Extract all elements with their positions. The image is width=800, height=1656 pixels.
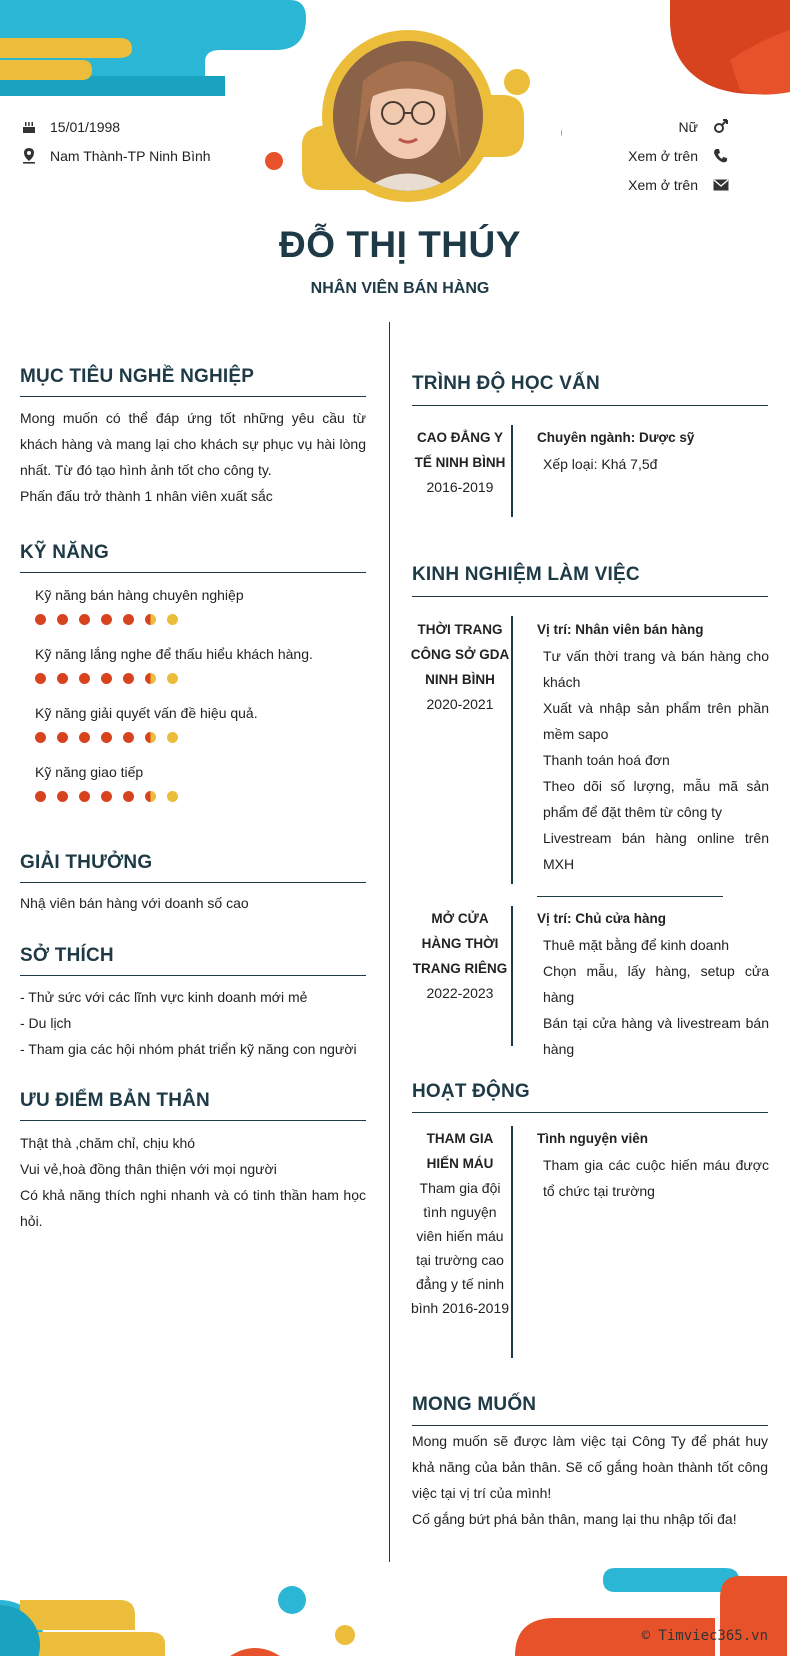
job-task: Thuê mặt bằng để kinh doanh	[543, 937, 730, 953]
wish-line: Cố gắng bứt phá bản thân, mang lại thu nhập tối đa!	[412, 1511, 737, 1527]
rating-dot	[35, 791, 46, 802]
wishes-underline	[412, 1425, 768, 1426]
job-position: Vị trí: Nhân viên bán hàng	[537, 622, 704, 637]
education-timeline-bar	[511, 425, 513, 517]
decor-top-right	[670, 0, 800, 100]
objective-line: Mong muốn có thể đáp ứng tốt những yêu cầu từ khách hàng và mang lại cho khách sự phục vụ hài lòng nhất. Từ đó tạo hình ảnh tốt cho công ty.	[20, 410, 366, 478]
rating-dot	[167, 732, 178, 743]
gender-icon	[712, 118, 730, 136]
activity-role: Tình nguyện viên	[537, 1131, 649, 1146]
hobby-item: - Thử sức với các lĩnh vực kinh doanh mới mẻ	[20, 989, 308, 1005]
wish-line: Mong muốn sẽ được làm việc tại Công Ty để phát huy khả năng của bản thân. Sẽ cố gắng hoàn thành tốt công việc tại vị trí của mình!	[412, 1433, 768, 1501]
rating-dot	[145, 614, 156, 625]
rating-dot	[101, 614, 112, 625]
contact-address	[20, 147, 211, 165]
hobbies-title: SỞ THÍCH	[20, 945, 114, 966]
rating-dot	[35, 614, 46, 625]
job-timeline-bar	[511, 616, 513, 884]
education-grade: Xếp loại: Khá 7,5đ	[543, 456, 658, 472]
skill-label: Kỹ năng bán hàng chuyên nghiệp	[35, 587, 244, 603]
rating-dot	[35, 673, 46, 684]
rating-dot	[101, 673, 112, 684]
rating-dot	[79, 791, 90, 802]
hobby-item: - Du lịch	[20, 1015, 72, 1031]
objective-text	[20, 405, 366, 509]
rating-dot	[35, 732, 46, 743]
hobby-item: - Tham gia các hội nhóm phát triển kỹ năng con người	[20, 1041, 357, 1057]
skill-label: Kỹ năng giải quyết vấn đề hiệu quả.	[35, 705, 258, 721]
skill-rating	[35, 614, 178, 625]
job-task: Bán tại cửa hàng và livestream bán hàng	[543, 1015, 769, 1057]
rating-dot	[145, 791, 156, 802]
awards-text: Nhậ viên bán hàng với doanh số cao	[20, 895, 249, 911]
rating-dot	[79, 614, 90, 625]
contact-birthday	[20, 118, 120, 136]
activity-org	[410, 1126, 510, 1320]
activity-org-name: THAM GIA HIẾN MÁU	[426, 1131, 494, 1171]
email-text: Xem ở trên	[628, 177, 698, 193]
watermark: © Timviec365.vn	[641, 1628, 768, 1644]
phone-icon	[712, 147, 730, 165]
awards-underline	[20, 882, 366, 883]
job-years: 2020-2021	[426, 696, 494, 712]
activities-title: HOẠT ĐỘNG	[412, 1081, 530, 1102]
rating-dot	[101, 732, 112, 743]
job-task: Tư vấn thời trang và bán hàng cho khách	[543, 648, 769, 690]
job-task: Chọn mẫu, lấy hàng, setup cửa hàng	[543, 963, 769, 1005]
hobbies-underline	[20, 975, 366, 976]
rating-dot	[57, 673, 68, 684]
strength-item: Vui vẻ,hoà đồng thân thiện với mọi người	[20, 1161, 277, 1177]
job-separator	[537, 896, 723, 897]
address-text: Nam Thành-TP Ninh Bình	[50, 148, 211, 164]
wishes-title: MONG MUỐN	[412, 1394, 537, 1415]
rating-dot	[145, 732, 156, 743]
job-company	[410, 617, 510, 716]
wishes-text	[412, 1428, 768, 1532]
skill-label: Kỹ năng giao tiếp	[35, 764, 144, 780]
job-company	[410, 906, 510, 1005]
activity-org-desc: Tham gia đội tình nguyện viên hiến máu tại trường cao đẳng y tế ninh bình 2016-2019	[410, 1180, 510, 1316]
contact-phone	[530, 147, 730, 165]
strengths-list	[20, 1130, 366, 1234]
job-task: Livestream bán hàng online trên MXH	[543, 830, 769, 872]
avatar	[333, 41, 483, 191]
rating-dot	[167, 673, 178, 684]
birthday-text: 15/01/1998	[50, 119, 121, 135]
activity-timeline-bar	[511, 1126, 513, 1358]
rating-dot	[57, 732, 68, 743]
gender-text: Nữ	[678, 119, 698, 135]
education-major: Chuyên ngành: Dược sỹ	[537, 430, 695, 445]
experience-title: KINH NGHIỆM LÀM VIỆC	[412, 564, 640, 585]
company-name: THỜI TRANG CÔNG SỞ GDA NINH BÌNH	[410, 622, 510, 687]
candidate-role: NHÂN VIÊN BÁN HÀNG	[310, 280, 490, 297]
company-name: MỞ CỬA HÀNG THỜI TRANG RIÊNG	[412, 911, 508, 976]
objective-underline	[20, 396, 366, 397]
skills-underline	[20, 572, 366, 573]
rating-dot	[123, 732, 134, 743]
skill-rating	[35, 673, 178, 684]
location-pin-icon	[20, 147, 38, 165]
skill-label: Kỹ năng lắng nghe để thấu hiểu khách hàng.	[35, 646, 313, 662]
activity-details	[537, 1126, 769, 1204]
strengths-underline	[20, 1120, 366, 1121]
rating-dot	[79, 732, 90, 743]
rating-dot	[101, 791, 112, 802]
rating-dot	[145, 673, 156, 684]
job-details	[537, 906, 769, 1062]
rating-dot	[123, 673, 134, 684]
contact-gender	[530, 118, 730, 136]
skill-rating	[35, 791, 178, 802]
school-name: CAO ĐẲNG Y TẾ NINH BÌNH	[414, 430, 506, 470]
decor-bottom-left	[0, 1560, 360, 1656]
job-timeline-bar	[511, 906, 513, 1046]
phone-text: Xem ở trên	[628, 148, 698, 164]
mail-icon	[712, 176, 730, 194]
job-details	[537, 617, 769, 877]
experience-underline	[412, 596, 768, 597]
rating-dot	[123, 614, 134, 625]
hobbies-list	[20, 984, 366, 1062]
skill-rating	[35, 732, 178, 743]
rating-dot	[123, 791, 134, 802]
rating-dot	[167, 791, 178, 802]
job-task: Thanh toán hoá đơn	[543, 752, 670, 768]
candidate-name: ĐỖ THỊ THÚY	[279, 224, 521, 265]
activity-desc: Tham gia các cuộc hiến máu được tổ chức tại trường	[543, 1157, 769, 1199]
awards-title: GIẢI THƯỞNG	[20, 852, 153, 873]
rating-dot	[167, 614, 178, 625]
rating-dot	[57, 614, 68, 625]
job-years: 2022-2023	[426, 985, 494, 1001]
strength-item: Có khả năng thích nghi nhanh và có tinh thần ham học hỏi.	[20, 1187, 366, 1229]
objective-line: Phấn đấu trở thành 1 nhân viên xuất sắc	[20, 488, 273, 504]
strength-item: Thật thà ,chăm chỉ, chịu khó	[20, 1135, 196, 1151]
objective-title: MỤC TIÊU NGHỀ NGHIỆP	[20, 366, 255, 387]
activities-underline	[412, 1112, 768, 1113]
job-task: Theo dõi số lượng, mẫu mã sản phẩm để đặt thêm từ công ty	[543, 778, 769, 820]
education-title: TRÌNH ĐỘ HỌC VẤN	[412, 373, 600, 394]
cake-icon	[20, 118, 38, 136]
strengths-title: ƯU ĐIỂM BẢN THÂN	[20, 1090, 210, 1111]
skills-title: KỸ NĂNG	[20, 542, 110, 563]
education-details	[537, 425, 769, 477]
education-years: 2016-2019	[426, 479, 494, 495]
rating-dot	[57, 791, 68, 802]
rating-dot	[79, 673, 90, 684]
job-position: Vị trí: Chủ cửa hàng	[537, 911, 667, 926]
contact-email	[530, 176, 730, 194]
column-divider	[389, 322, 390, 1562]
job-task: Xuất và nhập sản phẩm trên phần mềm sapo	[543, 700, 769, 742]
education-underline	[412, 405, 768, 406]
education-school	[410, 425, 510, 499]
